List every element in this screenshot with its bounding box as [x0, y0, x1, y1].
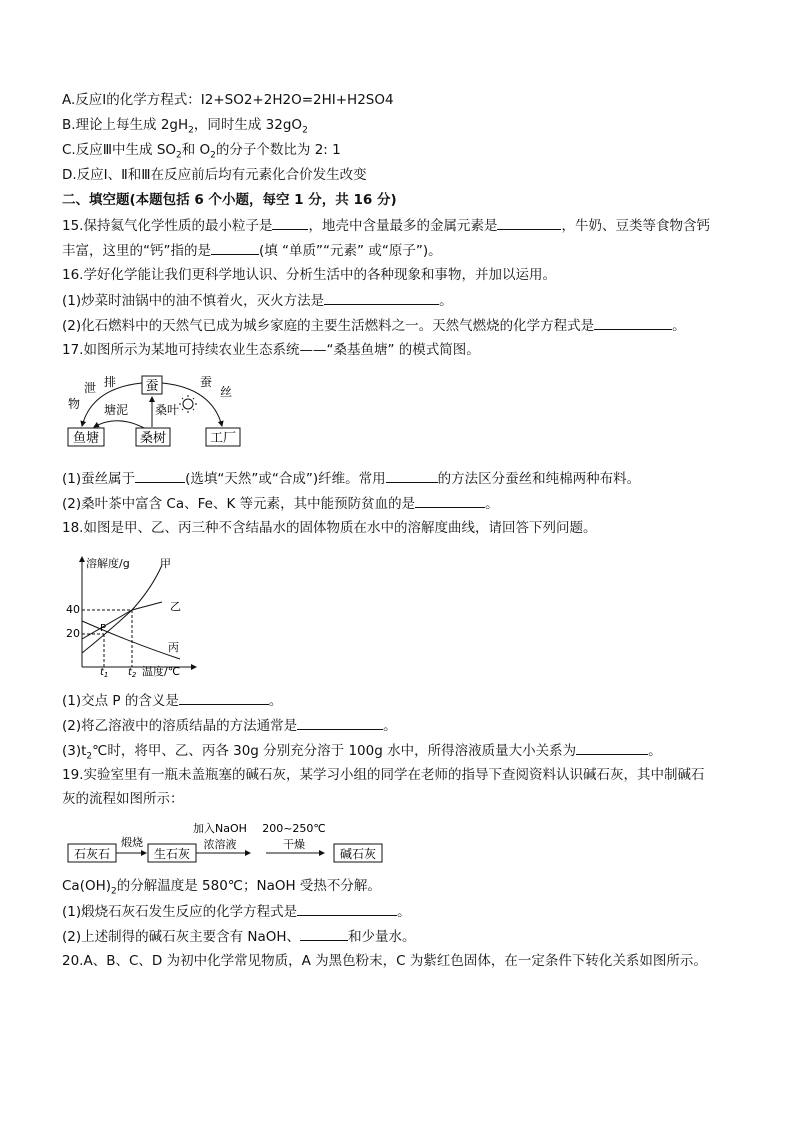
factory-label: 工厂 [209, 431, 237, 446]
q17-sub1: (1)蚕丝属于 (选填“天然”或“合成”)纤维。常用 的方法区分蚕丝和纯棉两种布料。 [62, 468, 640, 489]
q16-sub1: (1)炒菜时油锅中的油不慎着火，灭火方法是 。 [62, 290, 453, 311]
q18-sub3: $(3)t_2℃$时，将甲、乙、丙各 30g 分别充分溶于 100g 水中，所得溶液质量大小关系为 。 [62, 740, 662, 767]
q19-sub1: (1)煅烧石灰石发生反应的化学方程式是 。 [62, 901, 411, 922]
q16-stem: 16.学好化学能让我们更科学地认识、分析生活中的各种现象和事物，并加以运用。 [62, 267, 556, 283]
flow-step-dry: 干燥 [283, 838, 305, 851]
answer-blank[interactable] [297, 715, 383, 730]
silkworm-label: 蚕 [145, 379, 159, 394]
label-silk-1: 蚕 [200, 375, 213, 389]
fishpond-label: 鱼塘 [72, 431, 100, 446]
x-axis-label: 温度/℃ [142, 665, 181, 678]
mulberry-fishpond-diagram [62, 370, 252, 450]
sun-icon [183, 399, 193, 409]
point-p-label: P [100, 623, 107, 634]
option-b: B.理论上每生成 $2gH_2$，同时生成 $32gO_2$ [62, 117, 308, 136]
q15-line2: 丰富，这里的“钙”指的是 (填 “单质”“元素” 或“原子”)。 [62, 240, 442, 261]
flow-step-temp: 200~250℃ [262, 822, 326, 835]
label-wu: 物 [68, 397, 81, 411]
series-yi-label: 乙 [170, 600, 181, 613]
option-d: D.反应Ⅰ、Ⅱ和Ⅲ在反应前后均有元素化合价发生改变 [62, 167, 367, 183]
ytick-20: 20 [66, 627, 80, 640]
q16-sub2: (2)化石燃料中的天然气已成为城乡家庭的主要生活燃料之一。天然气燃烧的化学方程式是 。 [62, 315, 686, 336]
flow-step-calcine: 煅烧 [121, 836, 143, 849]
mulberry-label: 桑树 [139, 431, 167, 446]
label-pai: 排 [104, 375, 117, 389]
label-leaf: 桑叶 [155, 403, 180, 417]
answer-blank[interactable] [415, 493, 485, 508]
series-bing-label: 丙 [168, 641, 179, 654]
answer-blank[interactable] [497, 215, 561, 230]
q18-stem: 18.如图是甲、乙、丙三种不含结晶水的固体物质在水中的溶解度曲线，请回答下列问题。 [62, 520, 597, 536]
q18-sub1: (1)交点 P 的含义是 。 [62, 690, 282, 711]
curve-bing [82, 621, 180, 659]
answer-blank[interactable] [300, 926, 348, 941]
q19-note: $Ca(OH)_2$的分解温度是 580℃；NaOH 受热不分解。 [62, 878, 381, 897]
soda-lime-flowchart [62, 820, 392, 868]
answer-blank[interactable] [594, 315, 672, 330]
answer-blank[interactable] [135, 468, 185, 483]
q17-stem: 17.如图所示为某地可持续农业生态系统——“桑基鱼塘” 的模式简图。 [62, 342, 480, 358]
xtick-t1: $t_1$ [100, 667, 109, 678]
q15-line1: 15.保持氦气化学性质的最小粒子是 ，地壳中含量最多的金属元素是 ，牛奶、豆类等食物含钙 [62, 215, 710, 236]
label-silk-2: 丝 [220, 385, 233, 399]
answer-blank[interactable] [272, 215, 308, 230]
xtick-t2: $t_2$ [128, 667, 137, 678]
q18-sub2: (2)将乙溶液中的溶质结晶的方法通常是 。 [62, 715, 397, 736]
label-xie: 泄 [84, 381, 97, 395]
section-title: 二、填空题(本题包括 6 个小题，每空 1 分，共 16 分) [62, 192, 397, 208]
mud-arrow [94, 421, 144, 428]
flow-step-solution: 浓溶液 [203, 838, 237, 851]
flow-box-sodalime-label: 碱石灰 [339, 847, 377, 861]
answer-blank[interactable] [179, 690, 269, 705]
answer-blank[interactable] [211, 240, 259, 255]
answer-blank[interactable] [324, 290, 439, 305]
series-jia-label: 甲 [160, 557, 171, 570]
curve-yi [82, 602, 162, 639]
label-mud: 塘泥 [104, 403, 129, 417]
q19-stem-1: 19.实验室里有一瓶未盖瓶塞的碱石灰，某学习小组的同学在老师的指导下查阅资料认识碱石灰，其中制碱石 [62, 767, 705, 783]
flow-step-naoh: 加入NaOH [193, 822, 247, 835]
q19-stem-2: 灰的流程如图所示： [62, 791, 184, 807]
option-c: C.反应Ⅲ中生成 $SO_2$和 $O_2$的分子个数比为 2: 1 [62, 142, 341, 161]
q20-stem: 20.A、B、C、D 为初中化学常见物质，A 为黑色粉末，C 为紫红色固体，在一定条件下转化关系如图所示。 [62, 953, 707, 969]
option-a: A.反应Ⅰ的化学方程式：I2+SO2+2H2O=2HI+H2SO4 [62, 92, 394, 108]
solubility-chart [62, 553, 202, 678]
q17-sub2: (2)桑叶茶中富含 Ca、Fe、K 等元素，其中能预防贫血的是 。 [62, 493, 499, 514]
flow-box-quicklime-label: 生石灰 [153, 847, 191, 861]
answer-blank[interactable] [386, 468, 438, 483]
q19-sub2: (2)上述制得的碱石灰主要含有 NaOH、 和少量水。 [62, 926, 416, 947]
flow-box-limestone-label: 石灰石 [73, 847, 111, 861]
ytick-40: 40 [66, 603, 80, 616]
curve-jia [82, 565, 162, 653]
answer-blank[interactable] [297, 901, 397, 916]
sun-rays-icon [179, 395, 197, 413]
answer-blank[interactable] [576, 740, 648, 755]
y-axis-label: 溶解度/g [86, 557, 130, 570]
